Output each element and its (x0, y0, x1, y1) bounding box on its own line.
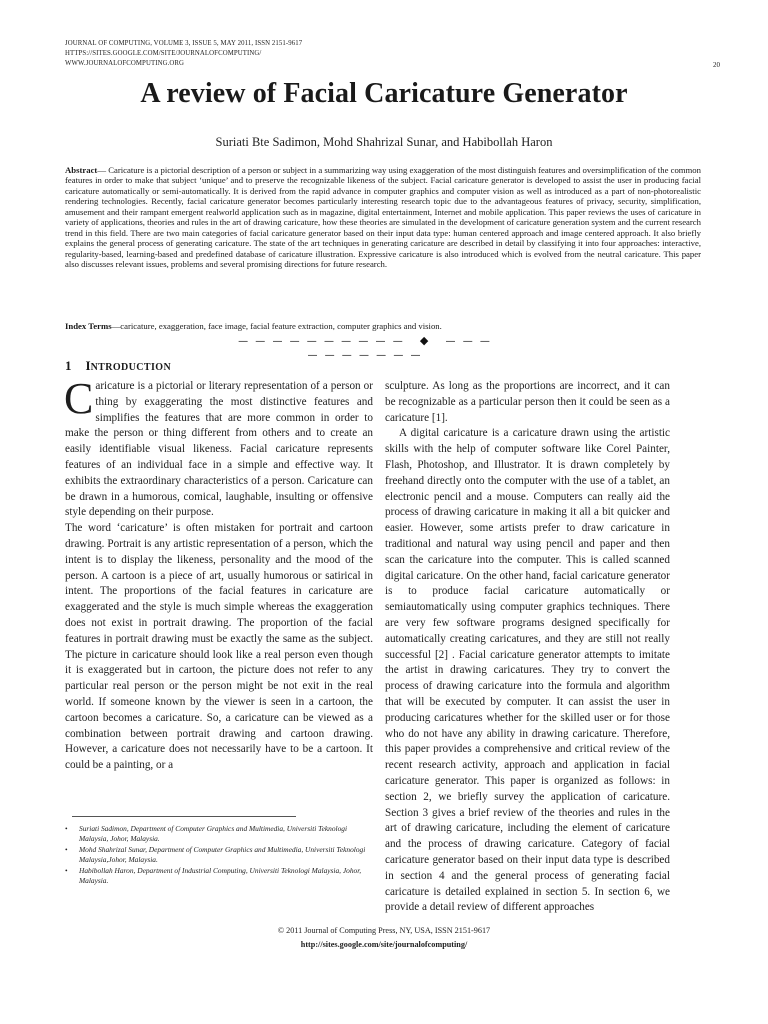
page-number: 20 (713, 61, 720, 69)
section-title-rest: NTRODUCTION (90, 362, 172, 373)
intro-paragraph-4: A digital caricature is a caricature drawn using the artistic skills with the help of computer software like Corel Painter, Flash, Photoshop, and Illustrator. It is drawn completely by freehand directly onto the computer with the use of a tablet, an electronic pencil and a mouse. Computers can really aid the process of drawing caricature in making it all a bit quicker and easier. However, some artists prefer to draw caricature in traditional and natural way using pencil and paper and then scan the caricature into the computer. This is called scanned digital caricature. On the other hand, facial caricature generator is to produce facial caricature automatically or semiautomatically using computer graphics techniques. There are very few software programs designed specifically for automatically creating caricatures, and they are still not really successful [2] . Facial caricature generator attempts to imitate the artist in drawing caricatures. They try to convert the process of drawing caricature into the formula and algorithm that will be executed by computer. It can assist the user in producing caricatures whether for the skilled user or for those who do not have any ability in drawing caricature. Therefore, this paper provides a comprehensive and critical review of the recent research activity, approach and application in facial caricature generator. This paper is organized as follows: in section 2, we briefly survey the application of caricature. Section 3 gives a brief review of the theories and rules in the art of drawing caricature, including the element of caricature and the process of drawing caricature. Category of facial caricature generator based on their input data type is described in section 4 and the general process of generating facial caricature is detailed explained in section 5. In section 6, we provide a detail review of different approaches (385, 427, 670, 914)
journal-site-link[interactable]: HTTPS://SITES.GOOGLE.COM/SITE/JOURNALOFCOMPUTING/ (65, 50, 262, 57)
intro-paragraph-1 (64, 374, 373, 521)
separator-dashes-right: — — — — — — — — — — (307, 336, 492, 361)
bullet-icon: • (65, 824, 68, 833)
journal-org-link[interactable]: WWW.JOURNALOFCOMPUTING.ORG (65, 60, 185, 67)
author-list: Suriati Bte Sadimon, Mohd Shahrizal Sunar, and Habibollah Haron (215, 135, 553, 149)
intro-paragraph-1-text: aricature is a pictorial or literary representation of a person or thing by exaggerating the most distinctive features and simplifies the features that are more common in order to make the person or thing different from others and to create an easily identifiable visual likeness. Facial caricature represents features of an individual face in a simple and effective way. It exhibits the extraordinary characteristics of a person. Caricature can be drawn in a humorous, comical, laughable, insulting or offensive style depending on their purpose. (65, 380, 373, 519)
copyright-notice: © 2011 Journal of Computing Press, NY, USA, ISSN 2151-9617 (277, 926, 491, 935)
intro-paragraph-3: sculpture. As long as the proportions are incorrect, and it can be recognizable as a particular person then it could be seen as a caricature [1]. (385, 380, 670, 424)
footnote-divider (72, 816, 296, 817)
index-terms-label: Index Terms (65, 321, 112, 331)
footnote-text: Habibollah Haron, Department of Industrial Computing, Universiti Teknologi Malaysia, Johor, Malaysia. (79, 865, 362, 886)
journal-line: JOURNAL OF COMPUTING, VOLUME 3, ISSUE 5, MAY 2011, ISSN 2151-9617 (65, 40, 303, 47)
section-title-initial: I (85, 358, 91, 373)
right-column (385, 379, 670, 916)
bullet-icon: • (65, 844, 68, 854)
paper-title: A review of Facial Caricature Generator (140, 78, 628, 109)
running-header (65, 39, 720, 69)
footnote-item (65, 824, 375, 845)
separator-dashes-left: — — — — — — — — — — (238, 336, 405, 347)
section-separator (230, 334, 500, 361)
footnote-item (65, 845, 375, 866)
left-column (64, 374, 373, 774)
abstract-label: Abstract (65, 165, 98, 175)
diamond-icon: ◆ (419, 334, 431, 347)
footnote-text: Suriati Sadimon, Department of Computer Graphics and Multimedia, Universiti Teknologi Malaysia, Johor, Malaysia. (79, 824, 348, 844)
abstract-dash: — (97, 165, 107, 175)
abstract (65, 165, 701, 270)
footer-link[interactable]: http://sites.google.com/site/journalofcomputing/ (300, 940, 468, 949)
footnote-text: Mohd Shahrizal Sunar, Department of Computer Graphics and Multimedia, Universiti Teknologi Malaysia,Johor, Malaysia. (79, 844, 366, 865)
section-number: 1 (65, 358, 72, 373)
bullet-icon: • (65, 865, 68, 875)
footnotes (65, 824, 375, 886)
page-footer (0, 924, 768, 952)
index-terms-text: —caricature, exaggeration, face image, facial feature extraction, computer graphics and vision. (111, 321, 442, 331)
index-terms (65, 321, 701, 332)
drop-cap: C (64, 374, 94, 423)
intro-paragraph-2: The word ‘caricature’ is often mistaken for portrait and cartoon drawing. Portrait is any artistic representation of a person, which the intent is to display the likeness, personality and the mood of the person. A cartoon is a piece of art, usually humorous or satirical in intent. The proportions of the facial features in caricature are exaggerated and the style is much simple whereas the exaggeration does not exist in portrait drawing. The proportion of the facial features in portrait drawing must be exactly the same as the subject. The picture in caricature should look like a real person even though it is exaggerated but in cartoon, the picture does not refer to any particular real person or the person might be not exit in the real world. If someone known by the viewer is seen in a cartoon, the cartoon becomes a caricature. So, a caricature can be viewed as a combination between portrait drawing and cartoon drawing. However, a caricature does not necessarily have to be a cartoon. It could be a painting, or a (65, 522, 373, 772)
abstract-text: Caricature is a pictorial description of a person or subject in a summarizing way using exaggeration of the most distinguish features and oversimplification of the common features in order to make that subject ‘unique’ and to preserve the recognizable likeness of the subject. Facial caricature generator is developed to assist the user in producing facial caricature automatically or semi-automatically. It is derived from the rapid advance in computer graphics and computer vision as well as introduced as a part of non-photorealistic rendering technologies. Recently, facial caricature generator becomes particularly interesting research topic due to the advantageous features of privacy, security, simplification, amusement and their rampant emergent realworld application such as in magazine, digital entertainment, Internet and mobile application. This paper reviews the uses of caricature in variety of applications, theories and rules in the art of drawing caricature, how these theories are simulated in the development of caricature generation system and the current research trend in this field. There are two main categories of facial caricature generator based on their input data type: human centered approach and image centered approach. It also briefly explains the general process of generating caricature. The state of the art techniques in generating caricature are described in detail by classifying it into four approaches: interactive, regularity-based, learning-based and predefined database of caricature illustration. Expressive caricature is also introduced which is evolved from the neutral caricature. This paper also discusses relevant issues, problems and several promising directions for future research. (65, 165, 701, 270)
footnote-item (65, 866, 375, 887)
section-heading (65, 358, 171, 374)
